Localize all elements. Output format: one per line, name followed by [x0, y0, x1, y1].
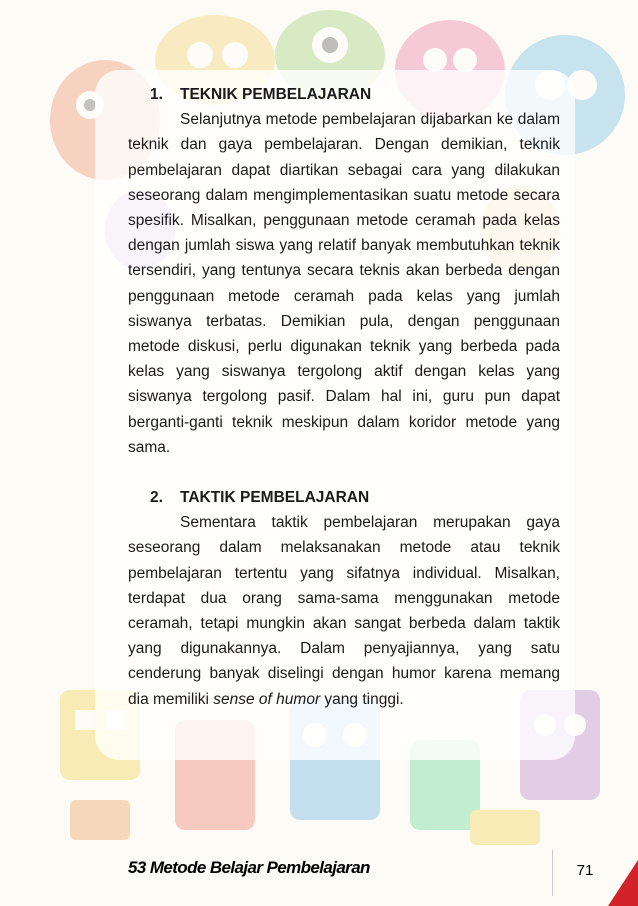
- section-heading-taktik: [128, 485, 560, 510]
- section-heading-teknik: [128, 82, 560, 107]
- paragraph-text-end: yang tinggi.: [320, 690, 404, 708]
- section-number: 1.: [150, 86, 163, 103]
- book-title: 53 Metode Belajar Pembelajaran: [128, 858, 370, 877]
- paragraph-text: Sementara taktik pembelajaran merupakan gaya seseorang dalam melaksanakan metode atau teknik pembelajaran tertentu yang sifatnya individual. Misalkan, terdapat dua orang sama-sama menggunakan metode ceramah, tetapi mungkin akan sangat berbeda dalam taktik yang digunakannya. Dalam penyajiannya, yang satu cenderung banyak diselingi dengan humor karena memang dia memiliki: [128, 514, 560, 708]
- footer-divider: [552, 850, 553, 896]
- italic-term: sense of humor: [213, 690, 321, 708]
- section-paragraph-teknik: Selanjutnya metode pembelajaran dijabarkan ke dalam teknik dan gaya pembelajaran. Dengan demikian, teknik pembelajaran dapat diartikan sebagai cara yang dilakukan seseorang dalam mengimplementasikan suatu metode secara spesifik. Misalkan, penggunaan metode ceramah pada kelas dengan jumlah siswa yang relatif banyak membutuhkan teknik tersendiri, yang tentunya secara teknis akan berbeda dengan penggunaan metode ceramah pada kelas yang jumlah siswanya terbatas. Demikian pula, dengan penggunaan metode diskusi, perlu digunakan teknik yang berbeda pada kelas yang siswanya tergolong aktif dengan kelas yang siswanya tergolong pasif. Dalam hal ini, guru pun dapat berganti-ganti teknik meskipun dalam koridor metode yang sama.: [128, 111, 560, 456]
- section-title: TEKNIK PEMBELAJARAN: [180, 86, 372, 103]
- page-number: 71: [576, 862, 594, 879]
- section-number: 2.: [150, 489, 163, 507]
- section-paragraph-taktik: [128, 510, 560, 712]
- corner-accent-triangle: [608, 860, 638, 906]
- document-body: [128, 82, 560, 712]
- section-title: TAKTIK PEMBELAJARAN: [180, 489, 370, 507]
